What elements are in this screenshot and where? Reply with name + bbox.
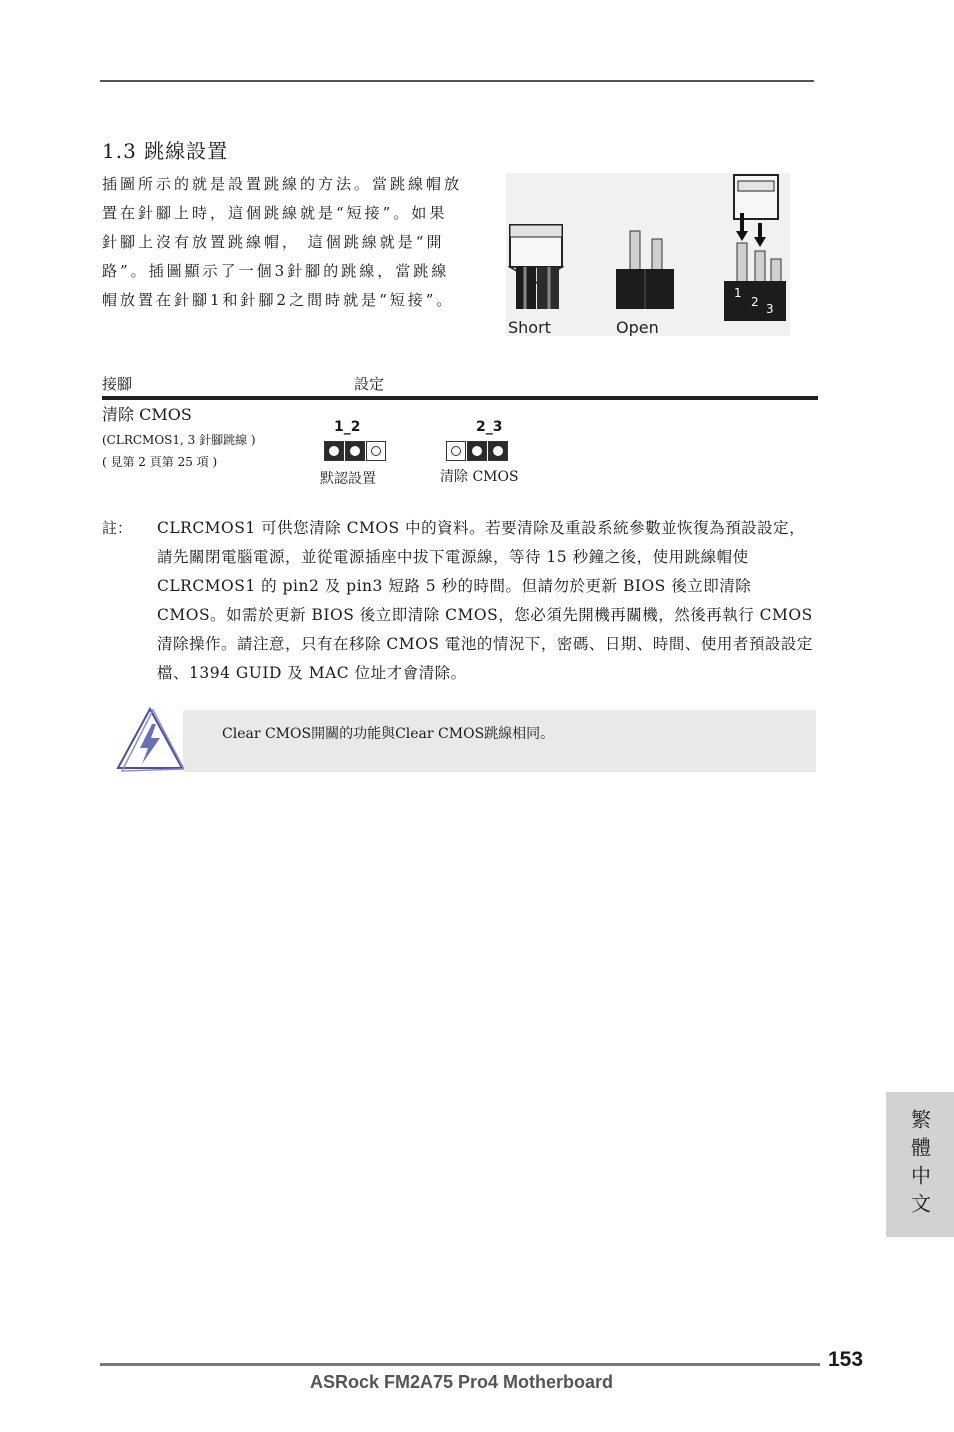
jumper-page-ref: ( 見第 2 頁第 25 項 ) xyxy=(102,455,218,469)
pin-open xyxy=(366,441,386,461)
table-rule xyxy=(102,396,818,400)
jumper-designator: (CLRCMOS1, 3 針腳跳線 ) xyxy=(102,433,256,447)
jumper-illustration xyxy=(506,173,790,336)
warning-lightning-icon xyxy=(114,706,184,772)
table-header xyxy=(102,373,818,397)
language-tab xyxy=(886,1092,954,1237)
option-2-3-pins xyxy=(446,441,509,463)
jumper-name: 清除 CMOS xyxy=(102,405,192,424)
bottom-rule xyxy=(100,1363,820,1366)
pin-shorted xyxy=(345,441,365,461)
open-jumper-graphic xyxy=(616,231,674,309)
pin-shorted xyxy=(324,441,344,461)
language-tab-label: 繁體中文 xyxy=(907,1108,932,1221)
option-1-2-label: 1_2 xyxy=(334,419,361,435)
note-body: CLRCMOS1 可供您清除 CMOS 中的資料。若要清除及重設系統參數並恢復為預設設定，請先關閉電腦電源，並從電源插座中拔下電源線，等待 15 秒鐘之後，使用跳線帽使 CLRCMOS1 的 pin2 及 pin3 短路 5 秒的時間。但請勿於更新 BIOS 後立即清除 CMOS。如需於更新 BIOS 後立即清除 CMOS，您必須先開機再關機，然後再執行 CMOS 清除操作。請注意，只有在移除 CMOS 電池的情況下，密碼、日期、時間、使用者預設設定檔、1394 GUID 及 MAC 位址才會清除。 xyxy=(157,519,813,682)
header-setting: 設定 xyxy=(354,375,385,393)
callout-text: Clear CMOS開關的功能與Clear CMOS跳線相同。 xyxy=(222,726,555,742)
note-label: 註： xyxy=(102,519,133,537)
section-title: 1.3 跳線設置 xyxy=(102,139,229,163)
header-jumper: 接腳 xyxy=(102,375,133,393)
option-2-3-label: 2_3 xyxy=(476,419,503,435)
page-number: 153 xyxy=(828,1348,864,1371)
pin-number-3: 3 xyxy=(766,302,774,316)
top-rule xyxy=(100,80,814,82)
short-label: Short xyxy=(508,318,551,336)
pin-number-2: 2 xyxy=(751,295,759,309)
pin-shorted xyxy=(467,441,487,461)
pin-number-1: 1 xyxy=(734,286,742,300)
option-1-2-caption: 默認設置 xyxy=(320,471,376,487)
option-1-2-pins xyxy=(324,441,387,463)
footer-product: ASRock FM2A75 Pro4 Motherboard xyxy=(310,1372,614,1392)
short-jumper-graphic xyxy=(510,225,562,309)
pin-open xyxy=(446,441,466,461)
pin-shorted xyxy=(488,441,508,461)
intro-paragraph: 插圖所示的就是設置跳線的方法。當跳線帽放置在針腳上時，這個跳線就是“短接”。如果針腳上沒有放置跳線帽， 這個跳線就是“開路”。插圖顯示了一個3針腳的跳線，當跳線帽放置在針腳1和針腳2之間時就是“短接”。 xyxy=(102,175,463,309)
jumper-diagram xyxy=(506,173,790,336)
option-2-3-caption: 清除 CMOS xyxy=(440,469,519,485)
open-label: Open xyxy=(616,318,659,336)
